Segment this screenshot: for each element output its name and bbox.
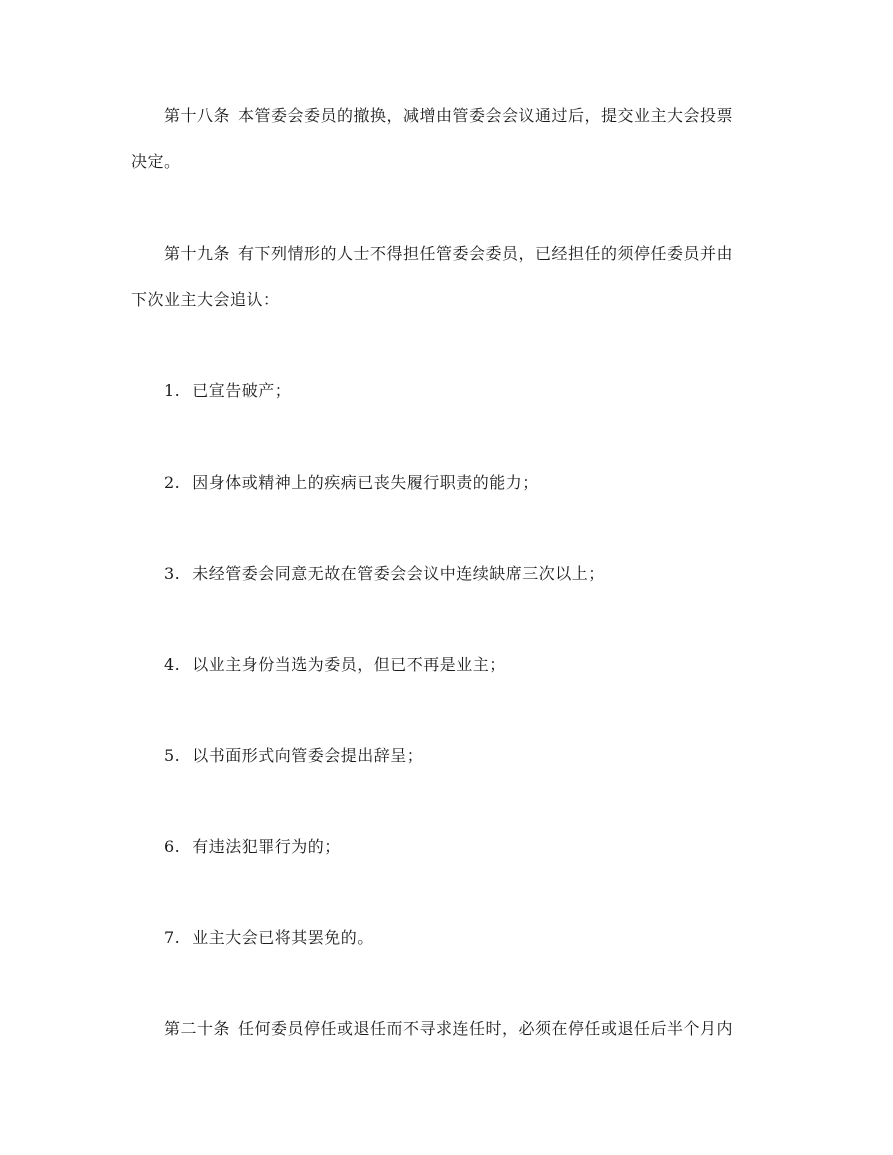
list-item bbox=[164, 381, 291, 401]
list-item bbox=[164, 655, 506, 675]
article-18-text-1: 本管委会委员的撤换，减增由管委会会议通过后，提交业主大会投票 bbox=[238, 106, 734, 125]
list-item-text: 以书面形式向管委会提出辞呈； bbox=[192, 746, 424, 765]
list-item-number: 2. bbox=[164, 473, 181, 492]
article-18-title: 第十八条 bbox=[164, 106, 231, 125]
article-20-title: 第二十条 bbox=[164, 1019, 231, 1038]
article-18-line-1 bbox=[164, 106, 733, 126]
list-item-number: 4. bbox=[164, 655, 181, 674]
list-item bbox=[164, 837, 341, 857]
article-19-line-2: 下次业主大会追认： bbox=[131, 290, 280, 309]
list-item bbox=[164, 746, 423, 766]
list-item-text: 已宣告破产； bbox=[192, 381, 292, 400]
list-item bbox=[164, 564, 605, 584]
article-18-line-2: 决定。 bbox=[131, 152, 181, 171]
article-19-title: 第十九条 bbox=[164, 244, 231, 263]
list-item bbox=[164, 928, 374, 948]
article-19-text-1: 有下列情形的人士不得担任管委会委员，已经担任的须停任委员并由 bbox=[238, 244, 734, 263]
list-item-text: 以业主身份当选为委员，但已不再是业主； bbox=[192, 655, 506, 674]
list-item-text: 因身体或精神上的疾病已丧失履行职责的能力； bbox=[192, 473, 539, 492]
list-item-text: 业主大会已将其罢免的。 bbox=[192, 928, 374, 947]
list-item-text: 有违法犯罪行为的； bbox=[192, 837, 341, 856]
list-item bbox=[164, 473, 539, 493]
list-item-number: 7. bbox=[164, 928, 181, 947]
list-item-text: 未经管委会同意无故在管委会会议中连续缺席三次以上； bbox=[192, 564, 605, 583]
list-item-number: 6. bbox=[164, 837, 181, 856]
list-item-number: 5. bbox=[164, 746, 181, 765]
list-item-number: 3. bbox=[164, 564, 181, 583]
article-20-text-1: 任何委员停任或退任而不寻求连任时，必须在停任或退任后半个月内 bbox=[238, 1019, 734, 1038]
article-19-line-1 bbox=[164, 244, 733, 264]
article-20-line-1 bbox=[164, 1019, 733, 1039]
list-item-number: 1. bbox=[164, 381, 181, 400]
